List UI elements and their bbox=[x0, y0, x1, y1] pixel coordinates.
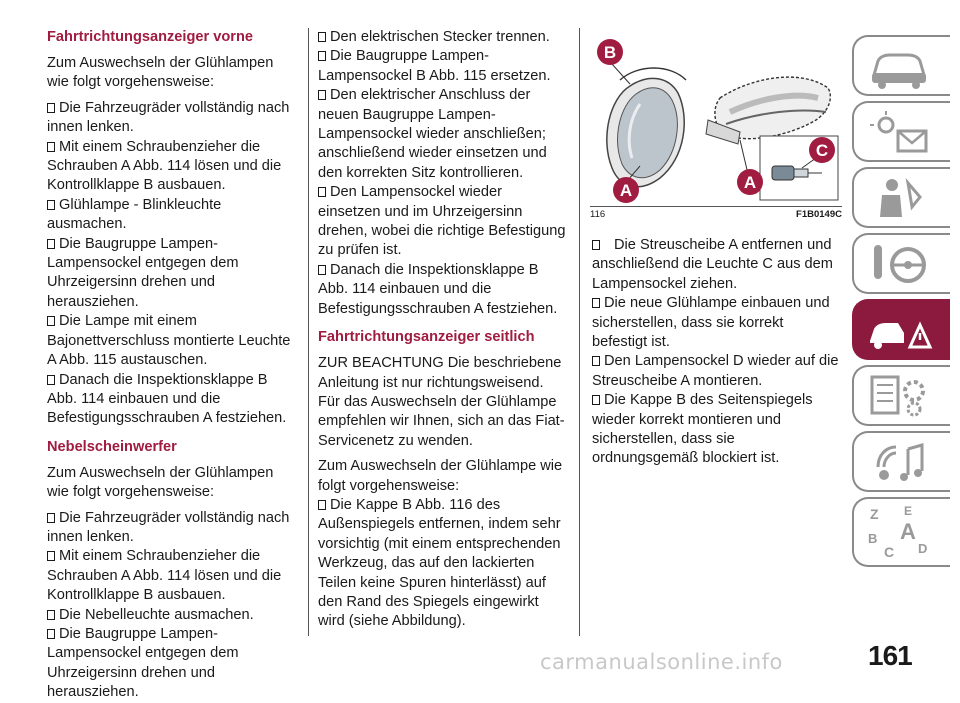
svg-text:E: E bbox=[904, 504, 913, 518]
step-item: Die Kappe B des Seitenspiegels wieder korrekt montieren und sicherstellen, dass sie ordnungsgemäß blockiert ist. bbox=[592, 391, 842, 469]
svg-text:C: C bbox=[884, 544, 895, 560]
car-dashboard-icon bbox=[864, 41, 934, 91]
step-item: Die Fahrzeugräder vollständig nach innen lenken. bbox=[47, 99, 297, 138]
figure-code: F1B0149C bbox=[796, 209, 842, 220]
step-item: Glühlampe - Blinkleuchte ausmachen. bbox=[47, 196, 297, 235]
step-item: Den Lampensockel D wieder auf die Streuscheibe A montieren. bbox=[592, 352, 842, 391]
step-item: Die Baugruppe Lampen-Lampensockel entgegen dem Uhrzeigersinn drehen und herausziehen. bbox=[47, 235, 297, 313]
step-item: Den elektrischer Anschluss der neuen Baugruppe Lampen-Lampensockel wieder anschließen; anschließend wieder einsetzen und den korrekten Sitz kontrollieren. bbox=[318, 86, 568, 183]
svg-text:D: D bbox=[918, 541, 928, 556]
step-item: Danach die Inspektionsklappe B Abb. 114 einbauen und die Befestigungsschrauben A festziehen. bbox=[318, 261, 568, 319]
tab-dashboard[interactable] bbox=[852, 35, 950, 96]
text-column-1 bbox=[47, 28, 297, 703]
step-item: Die Streuscheibe A entfernen und anschließend die Leuchte C aus dem Lampensockel ziehen. bbox=[592, 236, 842, 294]
step-item: Die Lampe mit einem Bajonettverschluss montierte Leuchte A Abb. 115 austauschen. bbox=[47, 312, 297, 370]
callout-label-b: B bbox=[603, 43, 617, 62]
step-item: Mit einem Schraubenzieher die Schrauben A Abb. 114 lösen und die Kontrollklappe B ausbauen. bbox=[47, 547, 297, 605]
text-column-2 bbox=[318, 28, 568, 632]
starting-driving-icon bbox=[864, 239, 934, 289]
multimedia-icon bbox=[864, 437, 934, 487]
heading-front-indicator: Fahrtrichtungsanzeiger vorne bbox=[47, 29, 253, 45]
step-item: Danach die Inspektionsklappe B Abb. 114 einbauen und die Befestigungsschrauben A festziehen. bbox=[47, 371, 297, 429]
step-item: Die Kappe B Abb. 116 des Außenspiegels entfernen, indem sehr vorsichtig (mit einem entsprechenden Werkzeug, das auf den lackierten Teilen keine Spuren hinterlässt) auf den Rand des Spiegels eingewirkt wird (siehe Abbildung). bbox=[318, 496, 568, 632]
step-item: Den elektrischen Stecker trennen. bbox=[318, 28, 568, 47]
intro-side-indicator: Zum Auswechseln der Glühlampe wie folgt vorgehensweise: bbox=[318, 458, 563, 494]
tab-safety[interactable] bbox=[852, 167, 950, 228]
tab-emergency[interactable] bbox=[852, 299, 950, 360]
tab-lights[interactable] bbox=[852, 101, 950, 162]
intro-fog-lights: Zum Auswechseln der Glühlampen wie folgt vorgehensweise: bbox=[47, 464, 274, 501]
lights-warning-icon bbox=[864, 107, 934, 157]
step-item: Die Baugruppe Lampen-Lampensockel entgegen dem Uhrzeigersinn drehen und herausziehen. bbox=[47, 625, 297, 703]
step-item: Die neue Glühlampe einbauen und sicherstellen, dass sie korrekt befestigt ist. bbox=[592, 294, 842, 352]
page-number: 161 bbox=[868, 640, 912, 671]
tab-starting[interactable] bbox=[852, 233, 950, 294]
column-divider bbox=[308, 28, 309, 636]
watermark: carmanualsonline.info bbox=[540, 650, 783, 674]
step-item: Die Baugruppe Lampen-Lampensockel B Abb. 115 ersetzen. bbox=[318, 47, 568, 86]
tab-maintenance[interactable] bbox=[852, 365, 950, 426]
heading-side-indicator: Fahrtrichtungsanzeiger seitlich bbox=[318, 329, 535, 346]
step-item: Die Nebelleuchte ausmachen. bbox=[47, 606, 297, 625]
index-icon bbox=[864, 503, 934, 561]
maintenance-icon bbox=[864, 371, 934, 421]
figure-number: 116 bbox=[590, 209, 606, 220]
svg-text:B: B bbox=[868, 531, 878, 546]
intro-front-indicator: Zum Auswechseln der Glühlampen wie folgt vorgehensweise: bbox=[47, 55, 274, 91]
callout-label-a: A bbox=[743, 173, 757, 192]
tab-multimedia[interactable] bbox=[852, 431, 950, 492]
svg-text:Z: Z bbox=[870, 506, 879, 522]
callout-label-c: C bbox=[815, 141, 829, 160]
step-item: Den Lampensockel wieder einsetzen und im Uhrzeigersinn drehen, wobei die richtige Befestigung zu prüfen ist. bbox=[318, 183, 568, 261]
note-text: ZUR BEACHTUNG Die beschriebene Anleitung ist nur richtungsweisend. Für das Auswechseln der Glühlampe empfehlen wir Ihnen, sich an das Fiat-Servicenetz zu wenden. bbox=[318, 355, 565, 449]
text-column-3 bbox=[592, 236, 842, 469]
heading-fog-lights: Nebelscheinwerfer bbox=[47, 438, 177, 455]
figure-caption-rule bbox=[590, 206, 842, 207]
tab-index[interactable] bbox=[852, 497, 950, 567]
step-item: Die Fahrzeugräder vollständig nach innen lenken. bbox=[47, 509, 297, 548]
figure-mirror-illustration bbox=[590, 28, 842, 206]
callout-label-a: A bbox=[619, 181, 633, 200]
column-divider bbox=[579, 28, 580, 636]
emergency-icon bbox=[864, 305, 934, 355]
figure-caption bbox=[590, 209, 842, 221]
mirror-illustration bbox=[590, 28, 842, 206]
step-item: Mit einem Schraubenzieher die Schrauben A Abb. 114 lösen und die Kontrollklappe B ausbauen. bbox=[47, 138, 297, 196]
safety-airbag-icon bbox=[864, 173, 934, 223]
svg-text:A: A bbox=[900, 519, 916, 544]
